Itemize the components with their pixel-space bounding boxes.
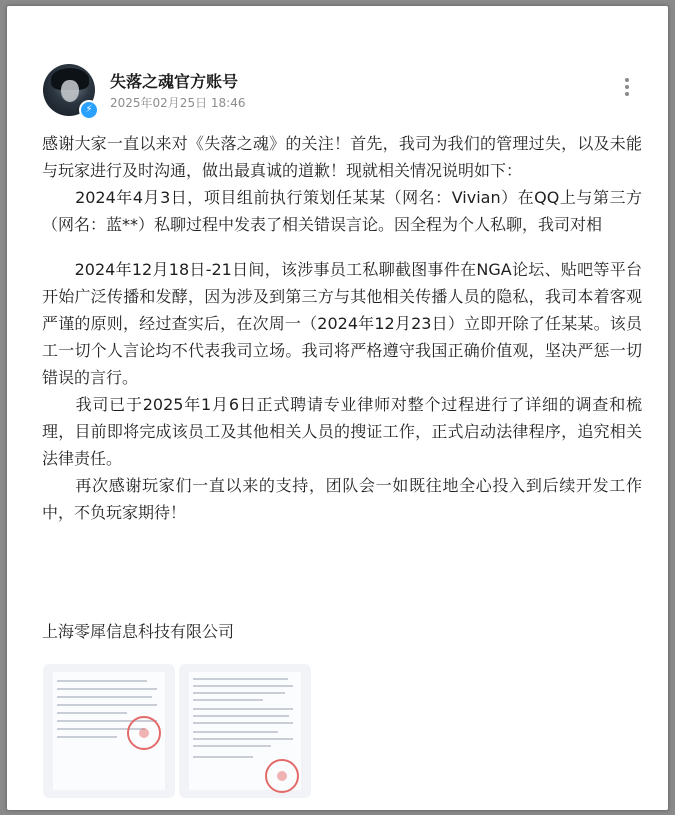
paragraph-thanks-text: 再次感谢玩家们一直以来的支持，团队会一如既往地全心投入到后续开发工作中，不负玩家期待！ — [42, 476, 642, 522]
company-signature: 上海零犀信息科技有限公司 — [42, 622, 235, 641]
post-card — [7, 6, 668, 810]
text-line — [57, 688, 157, 690]
text-line — [57, 736, 117, 738]
lightning-badge-icon: ⚡ — [79, 100, 99, 120]
text-line — [193, 685, 293, 687]
red-seal-icon — [265, 759, 299, 793]
attachment-thumbnail-1[interactable] — [43, 664, 175, 798]
text-line — [57, 680, 147, 682]
paragraph-intro: 感谢大家一直以来对《失落之魂》的关注！首先，我司为我们的管理过失，以及未能与玩家进行及时沟通，做出最真诚的道歉！现就相关情况说明如下： — [42, 134, 642, 180]
more-vertical-icon[interactable] — [619, 78, 635, 100]
paragraph-december-text: 2024年12月18日-21日间，该涉事员工私聊截图事件在NGA论坛、贴吧等平台开始广泛传播和发酵，因为涉及到第三方与其他相关传播人员的隐私，我司本着客观严谨的原则，经过查实后，在次周一（2024年12月23日）立即开除了任某某。该员工一切个人言论均不代表我司立场。我司将严格遵守我国正确价值观，坚决严惩一切错误的言行。 — [42, 260, 642, 387]
post-body — [42, 130, 642, 526]
paragraph-april-text: 2024年4月3日，项目组前执行策划任某某（网名：Vivian）在QQ上与第三方（网名：蓝**）私聊过程中发表了相关错误言论。因全程为个人私聊，我司对相 — [42, 188, 642, 234]
text-line — [57, 696, 152, 698]
paragraph-thanks — [42, 472, 642, 526]
paragraph-lawyer — [42, 391, 642, 472]
paragraph-april — [42, 184, 642, 238]
text-line — [193, 699, 263, 701]
text-line — [193, 731, 278, 733]
text-line — [193, 715, 289, 717]
avatar-face — [61, 80, 79, 102]
text-line — [193, 722, 293, 724]
text-line — [193, 708, 293, 710]
paragraph-december — [42, 256, 642, 391]
account-name[interactable]: 失落之魂官方账号 — [110, 72, 239, 91]
post-timestamp: 2025年02月25日 18:46 — [110, 96, 246, 110]
text-line — [193, 756, 253, 758]
red-seal-icon — [127, 716, 161, 750]
paragraph-lawyer-text: 我司已于2025年1月6日正式聘请专业律师对整个过程进行了详细的调查和梳理，目前即将完成该员工及其他相关人员的搜证工作，正式启动法律程序，追究相关法律责任。 — [42, 395, 642, 468]
text-line — [193, 678, 288, 680]
text-line — [193, 745, 271, 747]
attachment-thumbnail-2[interactable] — [179, 664, 311, 798]
text-line — [193, 692, 285, 694]
text-line — [57, 712, 127, 714]
text-line — [193, 738, 293, 740]
text-line — [57, 704, 157, 706]
